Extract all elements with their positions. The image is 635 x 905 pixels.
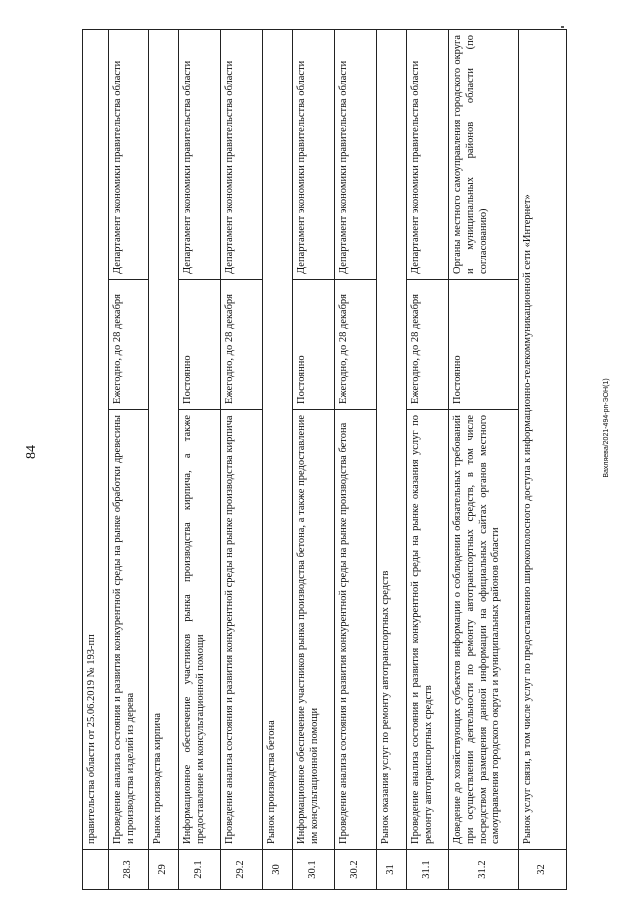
- table-cell: 30.1: [293, 850, 335, 890]
- table-cell: Постоянно: [179, 280, 221, 410]
- table-cell: Проведение анализа состояния и развития конкурентной среды на рынке оказания услуг по ремонту автотранспортных средств: [407, 410, 449, 850]
- table-cell: 32: [519, 850, 567, 890]
- table-cell: 30: [263, 850, 293, 890]
- table-cell: Рынок производства бетона: [263, 29, 293, 849]
- table-cell: Органы местного самоуправления городского округа и муниципальных районов области (по согласованию): [449, 29, 519, 279]
- table-row: [335, 29, 377, 889]
- table-cell: 31.1: [407, 850, 449, 890]
- table-cell: Проведение анализа состояния и развития конкурентной среды на рынке производства кирпича: [221, 410, 263, 850]
- table-row: [449, 29, 519, 889]
- table-cell: Постоянно: [449, 280, 519, 410]
- table-cell: Рынок производства кирпича: [149, 29, 179, 849]
- table-cell: Информационное обеспечение участников рынка производства бетона, а также предоставление им консультационной помощи: [293, 410, 335, 850]
- table-cell: Информационное обеспечение участников рынка производства кирпича, а также предоставление им консультационной помощи: [179, 410, 221, 850]
- table-row: [519, 29, 567, 889]
- table-cell: Постоянно: [293, 280, 335, 410]
- table-cell: 29.2: [221, 850, 263, 890]
- table-cell: Ежегодно, до 28 декабря: [335, 280, 377, 410]
- table-cell: Департамент экономики правительства области: [109, 29, 149, 279]
- table-cell: Проведение анализа состояния и развития конкурентной среды на рынке обработки древесины и производства изделий из дерева: [109, 410, 149, 850]
- table-row: [221, 29, 263, 889]
- table-cell: Ежегодно, до 28 декабря: [109, 280, 149, 410]
- table-cell: Департамент экономики правительства области: [293, 29, 335, 279]
- table-row: [149, 29, 179, 889]
- table-cell: Ежегодно, до 28 декабря: [407, 280, 449, 410]
- scan-mark: [561, 26, 564, 28]
- table-cell: Проведение анализа состояния и развития конкурентной среды на рынке производства бетона: [335, 410, 377, 850]
- table-row: [293, 29, 335, 889]
- table-cell: Рынок оказания услуг по ремонту автотранспортных средств: [377, 29, 407, 849]
- table-row: [179, 29, 221, 889]
- table-cell: Департамент экономики правительства области: [179, 29, 221, 279]
- plan-table: [82, 29, 567, 890]
- table-row: [407, 29, 449, 889]
- table-cell: Рынок услуг связи, в том числе услуг по предоставлению широкополосного доступа к информационно-телекоммуникационной сети «Интернет»: [519, 29, 567, 849]
- table-cell: Доведение до хозяйствующих субъектов информации о соблюдении обязательных требований при осуществлении деятельности по ремонту автотранспортных средств, в том числе посредством размещения данной информации на официальных сайтах органов местного самоуправления городского округа и муниципальных районов области: [449, 410, 519, 850]
- table-cell: Ежегодно, до 28 декабря: [221, 280, 263, 410]
- table-cell: правительства области от 25.06.2019 № 193-пп: [83, 29, 109, 849]
- table-cell: Департамент экономики правительства области: [221, 29, 263, 279]
- table-cell: 28.3: [109, 850, 149, 890]
- table-cell: 29.1: [179, 850, 221, 890]
- rotated-table-container: [82, 30, 552, 890]
- table-row: [109, 29, 149, 889]
- table-cell: Департамент экономики правительства области: [335, 29, 377, 279]
- page-number: 84: [24, 445, 39, 459]
- table-cell: 30.2: [335, 850, 377, 890]
- table-cell: Департамент экономики правительства области: [407, 29, 449, 279]
- table-row: [377, 29, 407, 889]
- table-cell: 29: [149, 850, 179, 890]
- table-row: [83, 29, 109, 889]
- table-cell: [83, 850, 109, 890]
- footer-code: Вахляева/2021-494-рп-ЭОН(1): [602, 378, 610, 478]
- table-cell: 31.2: [449, 850, 519, 890]
- table-cell: 31: [377, 850, 407, 890]
- table-row: [263, 29, 293, 889]
